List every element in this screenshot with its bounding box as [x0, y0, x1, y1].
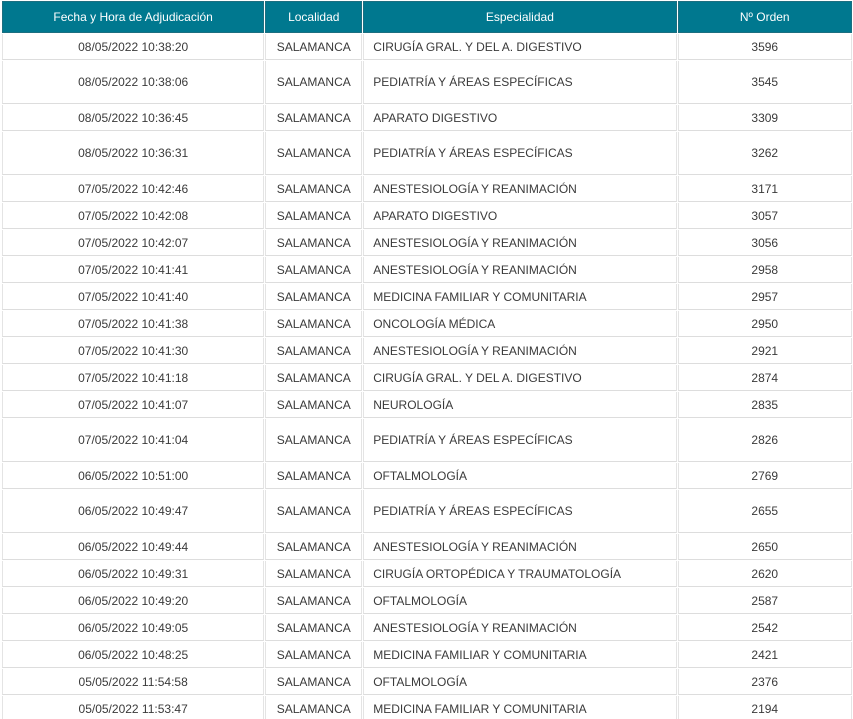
- cell-fecha: 07/05/2022 10:41:04: [2, 419, 264, 462]
- cell-localidad: SALAMANCA: [265, 615, 362, 641]
- cell-fecha: 07/05/2022 10:42:46: [2, 176, 264, 202]
- cell-especialidad: PEDIATRÍA Y ÁREAS ESPECÍFICAS: [363, 419, 676, 462]
- cell-fecha: 07/05/2022 10:41:30: [2, 338, 264, 364]
- table-row: [2, 284, 852, 310]
- cell-orden: 3596: [678, 34, 853, 60]
- cell-localidad: SALAMANCA: [265, 105, 362, 131]
- table-row: [2, 561, 852, 587]
- cell-fecha: 06/05/2022 10:51:00: [2, 463, 264, 489]
- cell-fecha: 07/05/2022 10:42:08: [2, 203, 264, 229]
- cell-fecha: 06/05/2022 10:48:25: [2, 642, 264, 668]
- cell-fecha: 05/05/2022 11:53:47: [2, 696, 264, 719]
- cell-especialidad: MEDICINA FAMILIAR Y COMUNITARIA: [363, 696, 676, 719]
- table-row: [2, 105, 852, 131]
- cell-fecha: 07/05/2022 10:41:40: [2, 284, 264, 310]
- cell-orden: 2957: [678, 284, 853, 310]
- cell-fecha: 06/05/2022 10:49:20: [2, 588, 264, 614]
- cell-localidad: SALAMANCA: [265, 365, 362, 391]
- cell-especialidad: PEDIATRÍA Y ÁREAS ESPECÍFICAS: [363, 132, 676, 175]
- cell-orden: 2620: [678, 561, 853, 587]
- adjudicaciones-table: [1, 0, 853, 719]
- cell-orden: 3309: [678, 105, 853, 131]
- cell-localidad: SALAMANCA: [265, 257, 362, 283]
- table-row: [2, 61, 852, 104]
- table-row: [2, 615, 852, 641]
- cell-especialidad: PEDIATRÍA Y ÁREAS ESPECÍFICAS: [363, 490, 676, 533]
- cell-orden: 2921: [678, 338, 853, 364]
- cell-orden: 2950: [678, 311, 853, 337]
- cell-orden: 2655: [678, 490, 853, 533]
- table-row: [2, 588, 852, 614]
- cell-especialidad: NEUROLOGÍA: [363, 392, 676, 418]
- table-row: [2, 203, 852, 229]
- cell-orden: 2826: [678, 419, 853, 462]
- cell-localidad: SALAMANCA: [265, 230, 362, 256]
- table-row: [2, 311, 852, 337]
- cell-localidad: SALAMANCA: [265, 311, 362, 337]
- table-row: [2, 176, 852, 202]
- cell-fecha: 08/05/2022 10:38:06: [2, 61, 264, 104]
- cell-localidad: SALAMANCA: [265, 419, 362, 462]
- cell-orden: 3056: [678, 230, 853, 256]
- cell-especialidad: ONCOLOGÍA MÉDICA: [363, 311, 676, 337]
- table-row: [2, 642, 852, 668]
- table-header-row: [2, 1, 852, 33]
- table-row: [2, 132, 852, 175]
- cell-fecha: 07/05/2022 10:41:41: [2, 257, 264, 283]
- cell-fecha: 07/05/2022 10:42:07: [2, 230, 264, 256]
- cell-especialidad: CIRUGÍA GRAL. Y DEL A. DIGESTIVO: [363, 365, 676, 391]
- cell-especialidad: ANESTESIOLOGÍA Y REANIMACIÓN: [363, 338, 676, 364]
- cell-especialidad: ANESTESIOLOGÍA Y REANIMACIÓN: [363, 615, 676, 641]
- cell-fecha: 06/05/2022 10:49:47: [2, 490, 264, 533]
- table-row: [2, 392, 852, 418]
- cell-orden: 2874: [678, 365, 853, 391]
- cell-especialidad: OFTALMOLOGÍA: [363, 588, 676, 614]
- cell-localidad: SALAMANCA: [265, 669, 362, 695]
- table-row: [2, 365, 852, 391]
- cell-localidad: SALAMANCA: [265, 61, 362, 104]
- cell-orden: 3545: [678, 61, 853, 104]
- cell-localidad: SALAMANCA: [265, 203, 362, 229]
- cell-orden: 2769: [678, 463, 853, 489]
- cell-especialidad: ANESTESIOLOGÍA Y REANIMACIÓN: [363, 534, 676, 560]
- cell-orden: 3262: [678, 132, 853, 175]
- cell-orden: 2542: [678, 615, 853, 641]
- cell-especialidad: APARATO DIGESTIVO: [363, 105, 676, 131]
- cell-orden: 2958: [678, 257, 853, 283]
- cell-fecha: 07/05/2022 10:41:38: [2, 311, 264, 337]
- cell-orden: 2650: [678, 534, 853, 560]
- cell-localidad: SALAMANCA: [265, 642, 362, 668]
- header-especialidad[interactable]: Especialidad: [363, 1, 676, 33]
- cell-fecha: 07/05/2022 10:41:18: [2, 365, 264, 391]
- cell-especialidad: APARATO DIGESTIVO: [363, 203, 676, 229]
- cell-localidad: SALAMANCA: [265, 338, 362, 364]
- table-row: [2, 257, 852, 283]
- table-row: [2, 338, 852, 364]
- cell-orden: 2194: [678, 696, 853, 719]
- table-row: [2, 34, 852, 60]
- table-row: [2, 669, 852, 695]
- cell-localidad: SALAMANCA: [265, 132, 362, 175]
- cell-especialidad: MEDICINA FAMILIAR Y COMUNITARIA: [363, 642, 676, 668]
- table-body: [2, 34, 852, 719]
- cell-especialidad: OFTALMOLOGÍA: [363, 463, 676, 489]
- cell-fecha: 06/05/2022 10:49:31: [2, 561, 264, 587]
- cell-fecha: 08/05/2022 10:36:45: [2, 105, 264, 131]
- cell-orden: 2376: [678, 669, 853, 695]
- cell-localidad: SALAMANCA: [265, 534, 362, 560]
- table-row: [2, 696, 852, 719]
- header-orden[interactable]: Nº Orden: [678, 1, 853, 33]
- table-row: [2, 534, 852, 560]
- cell-fecha: 08/05/2022 10:36:31: [2, 132, 264, 175]
- cell-localidad: SALAMANCA: [265, 176, 362, 202]
- cell-especialidad: MEDICINA FAMILIAR Y COMUNITARIA: [363, 284, 676, 310]
- cell-localidad: SALAMANCA: [265, 34, 362, 60]
- cell-fecha: 06/05/2022 10:49:05: [2, 615, 264, 641]
- table-row: [2, 230, 852, 256]
- cell-orden: 3171: [678, 176, 853, 202]
- cell-orden: 2421: [678, 642, 853, 668]
- cell-localidad: SALAMANCA: [265, 392, 362, 418]
- cell-fecha: 08/05/2022 10:38:20: [2, 34, 264, 60]
- header-fecha[interactable]: Fecha y Hora de Adjudicación: [2, 1, 264, 33]
- table-row: [2, 490, 852, 533]
- cell-especialidad: ANESTESIOLOGÍA Y REANIMACIÓN: [363, 230, 676, 256]
- cell-localidad: SALAMANCA: [265, 490, 362, 533]
- cell-especialidad: OFTALMOLOGÍA: [363, 669, 676, 695]
- cell-especialidad: ANESTESIOLOGÍA Y REANIMACIÓN: [363, 176, 676, 202]
- cell-localidad: SALAMANCA: [265, 588, 362, 614]
- cell-fecha: 06/05/2022 10:49:44: [2, 534, 264, 560]
- cell-orden: 2835: [678, 392, 853, 418]
- cell-fecha: 05/05/2022 11:54:58: [2, 669, 264, 695]
- cell-localidad: SALAMANCA: [265, 463, 362, 489]
- cell-localidad: SALAMANCA: [265, 696, 362, 719]
- cell-especialidad: CIRUGÍA ORTOPÉDICA Y TRAUMATOLOGÍA: [363, 561, 676, 587]
- cell-especialidad: ANESTESIOLOGÍA Y REANIMACIÓN: [363, 257, 676, 283]
- table-row: [2, 463, 852, 489]
- cell-orden: 3057: [678, 203, 853, 229]
- cell-localidad: SALAMANCA: [265, 561, 362, 587]
- cell-orden: 2587: [678, 588, 853, 614]
- cell-fecha: 07/05/2022 10:41:07: [2, 392, 264, 418]
- table-row: [2, 419, 852, 462]
- cell-especialidad: PEDIATRÍA Y ÁREAS ESPECÍFICAS: [363, 61, 676, 104]
- cell-especialidad: CIRUGÍA GRAL. Y DEL A. DIGESTIVO: [363, 34, 676, 60]
- header-localidad[interactable]: Localidad: [265, 1, 362, 33]
- cell-localidad: SALAMANCA: [265, 284, 362, 310]
